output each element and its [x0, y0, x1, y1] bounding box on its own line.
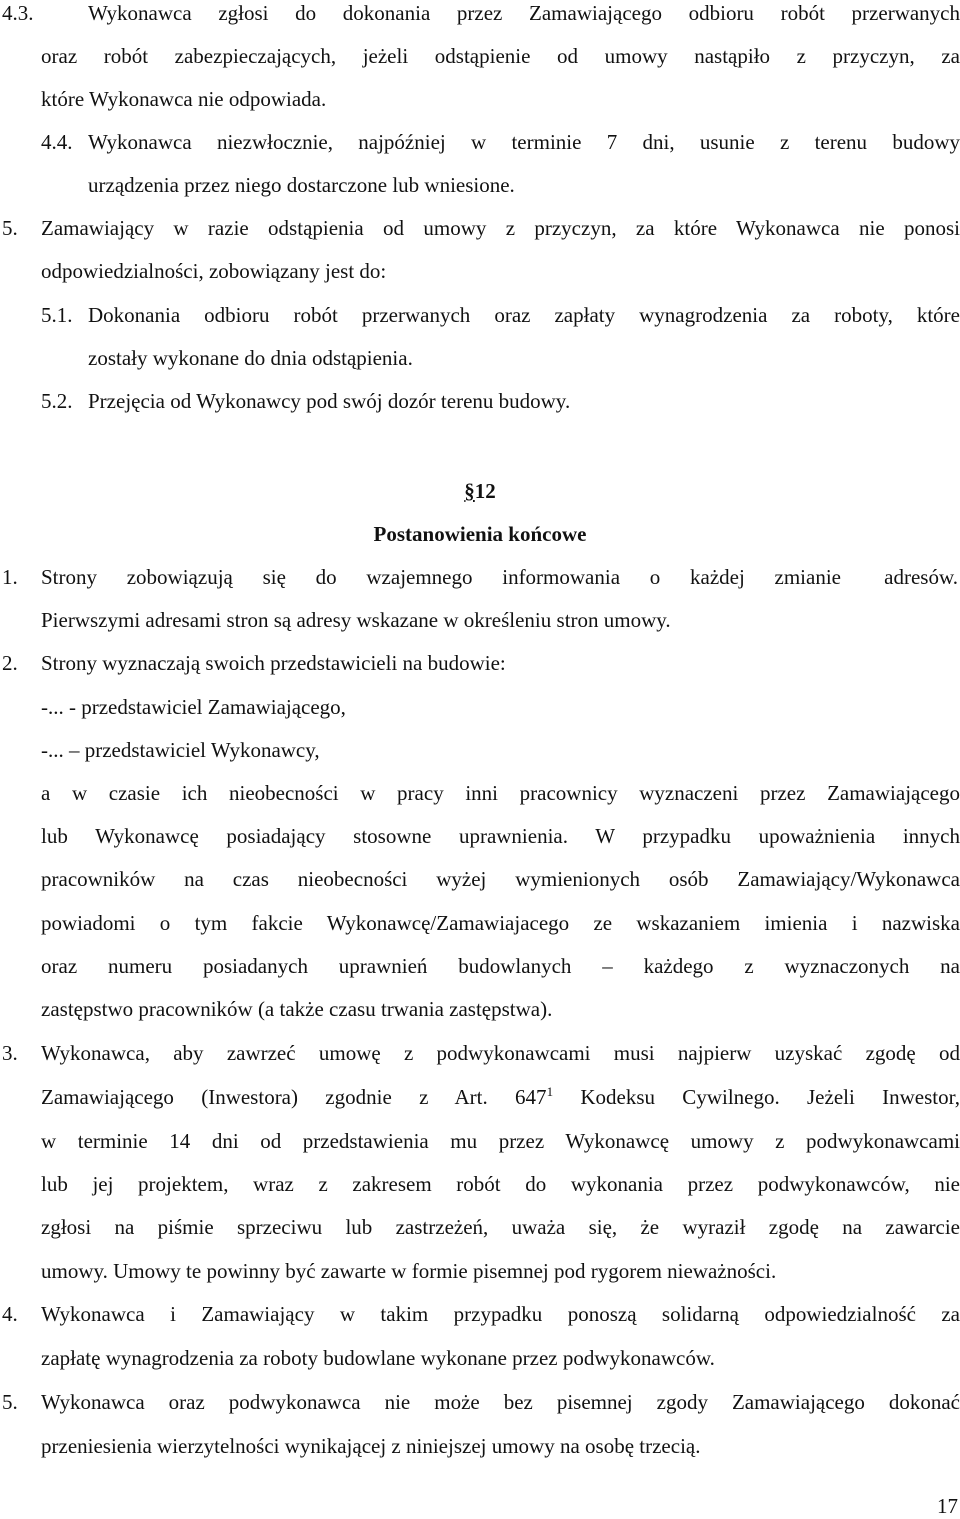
section-text: zostały wykonane do dnia odstąpienia.: [88, 346, 413, 370]
item-text: [41, 564, 841, 590]
section-text: urządzenia przez niego dostarczone lub wniesione.: [88, 173, 515, 197]
paragraph-number: 12: [474, 479, 496, 503]
item-text: Strony wyznaczają swoich przedstawicieli na budowie:: [41, 651, 506, 675]
item-text: oraz numeru posiadanych uprawnień budowlanych – każdego z wyznaczonych na: [41, 954, 960, 978]
page-number: 17: [937, 1494, 958, 1518]
item-text: zastępstwo pracowników (a także czasu trwania zastępstwa).: [41, 997, 553, 1021]
item-number: 4.: [2, 1302, 18, 1326]
section-number: 4.4.: [41, 130, 73, 154]
item-text: -... - przedstawiciel Zamawiającego,: [41, 695, 346, 719]
section-number: 4.3.: [2, 1, 34, 25]
item-text: umowy. Umowy te powinny być zawarte w formie pisemnej pod rygorem nieważności.: [41, 1259, 777, 1283]
item-number: 5.: [2, 1390, 18, 1414]
item-text: powiadomi o tym fakcie Wykonawcę/Zamawiajacego ze wskazaniem imienia i nazwiska: [41, 911, 960, 935]
article-superscript: 1: [546, 1084, 554, 1099]
section-number: 5.1.: [41, 303, 73, 327]
section-number: 5.2.: [41, 389, 73, 413]
item-text-part-b: Kodeksu Cywilnego. Jeżeli Inwestor,: [553, 1085, 960, 1109]
section-text: Przejęcia od Wykonawcy pod swój dozór terenu budowy.: [88, 389, 571, 413]
item-text-part-a: Zamawiającego (Inwestora) zgodnie z Art. 647: [41, 1085, 547, 1109]
item-text: -... – przedstawiciel Wykonawcy,: [41, 738, 320, 762]
section-text: Dokonania odbioru robót przerwanych oraz zapłaty wynagrodzenia za roboty, które: [88, 303, 960, 327]
item-number: 1.: [2, 565, 18, 589]
section-text: oraz robót zabezpieczających, jeżeli odstąpienie od umowy nastąpiło z przyczyn, za: [41, 44, 960, 68]
item-number: 2.: [2, 651, 18, 675]
item-text-main: Strony zobowiązują się do wzajemnego informowania o każdej zmianie: [41, 565, 841, 589]
item-text-with-sup: [41, 1084, 960, 1110]
paragraph-sign-number: §12: [464, 479, 496, 503]
paragraph-heading: [0, 478, 960, 504]
item-text: zgłosi na piśmie sprzeciwu lub zastrzeżeń, uważa się, że wyraził zgodę na zawarcie: [41, 1215, 960, 1239]
section-text: Wykonawca zgłosi do dokonania przez Zamawiającego odbioru robót przerwanych: [88, 1, 960, 25]
item-text: Wykonawca, aby zawrzeć umowę z podwykonawcami musi najpierw uzyskać zgodę od: [41, 1041, 960, 1065]
section-text: Wykonawca niezwłocznie, najpóźniej w terminie 7 dni, usunie z terenu budowy: [88, 130, 960, 154]
item-text: Pierwszymi adresami stron są adresy wskazane w określeniu stron umowy.: [41, 608, 671, 632]
item-text: Wykonawca oraz podwykonawca nie może bez pisemnej zgody Zamawiającego dokonać: [41, 1390, 960, 1414]
item-number: 3.: [2, 1041, 18, 1065]
item-text: lub jej projektem, wraz z zakresem robót do wykonania przez podwykonawców, nie: [41, 1172, 960, 1196]
item-text: przeniesienia wierzytelności wynikającej z niniejszej umowy na osobę trzecią.: [41, 1434, 701, 1458]
section-text: które Wykonawca nie odpowiada.: [41, 87, 327, 111]
item-text: zapłatę wynagrodzenia za roboty budowlane wykonane przez podwykonawców.: [41, 1346, 715, 1370]
section-text: Zamawiający w razie odstąpienia od umowy z przyczyn, za które Wykonawca nie ponosi: [41, 216, 960, 240]
section-text: odpowiedzialności, zobowiązany jest do:: [41, 259, 387, 283]
item-text: lub Wykonawcę posiadający stosowne uprawnienia. W przypadku upoważnienia innych: [41, 824, 960, 848]
item-text: Wykonawca i Zamawiający w takim przypadku ponoszą solidarną odpowiedzialność za: [41, 1302, 960, 1326]
item-text: pracowników na czas nieobecności wyżej wymienionych osób Zamawiający/Wykonawca: [41, 867, 960, 891]
section-title-text: Postanowienia końcowe: [373, 522, 587, 546]
item-text: w terminie 14 dni od przedstawienia mu przez Wykonawcę umowy z podwykonawcami: [41, 1129, 960, 1153]
item-text: a w czasie ich nieobecności w pracy inni pracownicy wyznaczeni przez Zamawiającego: [41, 781, 960, 805]
section-title: [0, 521, 960, 547]
item-text-end: adresów.: [884, 565, 958, 589]
section-number: 5.: [2, 216, 18, 240]
